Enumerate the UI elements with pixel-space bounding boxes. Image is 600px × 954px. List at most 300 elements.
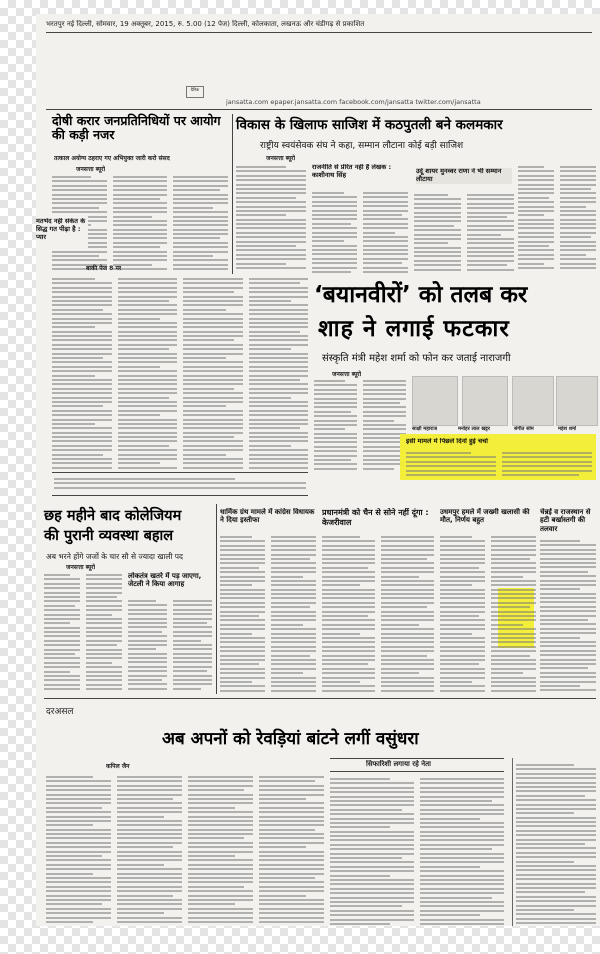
text-line — [220, 597, 265, 599]
text-line — [420, 835, 504, 837]
text-line — [518, 254, 554, 256]
name-tag-4: महेश शर्मा — [558, 426, 577, 432]
text-line — [420, 861, 504, 863]
text-line — [381, 633, 434, 635]
text-line — [330, 901, 414, 903]
text-line — [381, 597, 434, 599]
text-line — [236, 236, 306, 238]
text-line — [236, 192, 306, 194]
text-line — [183, 278, 243, 280]
text-line — [540, 575, 596, 577]
text-line — [86, 688, 122, 690]
text-line — [540, 663, 596, 665]
text-line — [516, 883, 596, 885]
text-line — [259, 789, 324, 791]
text-line — [259, 824, 324, 826]
text-line — [322, 659, 375, 661]
text-line — [518, 206, 554, 208]
text-line — [259, 899, 324, 901]
text-line — [86, 583, 122, 585]
text-line — [173, 246, 228, 248]
text-line — [52, 278, 95, 280]
text-line — [420, 787, 504, 789]
text-line — [560, 258, 596, 260]
text-line — [118, 278, 178, 280]
text-line — [173, 666, 212, 668]
text-line — [312, 267, 357, 269]
text-line — [314, 433, 357, 435]
text-line — [560, 219, 596, 221]
text-line — [52, 445, 112, 447]
text-line — [54, 482, 306, 484]
text-column — [54, 476, 306, 492]
text-column — [363, 190, 408, 274]
side-box: मतभेद नहीं संकेत के सिद्ध गत पीढ़ा है : प्यार — [36, 218, 86, 241]
text-line — [52, 449, 112, 451]
text-line — [440, 611, 485, 613]
text-line — [118, 445, 169, 447]
text-line — [363, 223, 408, 225]
text-line — [467, 220, 514, 222]
text-line — [312, 258, 357, 260]
text-line — [330, 848, 414, 850]
text-line — [188, 816, 253, 818]
text-line — [330, 796, 414, 798]
text-line — [363, 415, 406, 417]
text-line — [52, 189, 107, 191]
text-line — [540, 558, 596, 560]
text-line — [312, 201, 357, 203]
text-line — [516, 821, 596, 823]
text-line — [540, 676, 596, 678]
text-line — [249, 344, 309, 346]
text-line — [188, 886, 244, 888]
text-line — [259, 895, 306, 897]
text-line — [259, 868, 324, 870]
text-line — [516, 795, 585, 797]
text-line — [86, 649, 122, 651]
text-line — [183, 445, 243, 447]
continued-1: बाकी पेज 8 पर — [86, 265, 122, 272]
text-line — [560, 232, 596, 234]
text-line — [44, 671, 70, 673]
text-line — [322, 567, 368, 569]
text-line — [322, 576, 375, 578]
text-line — [312, 214, 357, 216]
text-line — [220, 584, 252, 586]
text-line — [363, 236, 408, 238]
text-line — [516, 896, 596, 898]
text-line — [502, 452, 592, 454]
text-line — [540, 632, 596, 634]
text-line — [414, 242, 448, 244]
text-line — [540, 628, 596, 630]
text-column — [467, 192, 514, 274]
text-line — [188, 877, 253, 879]
text-line — [491, 641, 536, 643]
text-line — [440, 571, 485, 573]
text-line — [86, 657, 122, 659]
text-line — [467, 242, 514, 244]
text-line — [117, 903, 182, 905]
text-line — [330, 791, 414, 793]
text-line — [312, 262, 357, 264]
text-line — [188, 824, 253, 826]
text-line — [117, 807, 182, 809]
text-line — [516, 799, 596, 801]
text-line — [516, 878, 596, 880]
text-line — [314, 446, 357, 448]
text-line — [420, 813, 504, 815]
text-line — [173, 255, 212, 257]
text-line — [113, 251, 168, 253]
text-line — [249, 462, 309, 464]
text-line — [86, 635, 122, 637]
text-line — [560, 227, 596, 229]
text-line — [560, 263, 596, 265]
text-line — [560, 214, 596, 216]
text-line — [518, 175, 554, 177]
text-line — [52, 423, 95, 425]
text-line — [516, 786, 596, 788]
headline-udaipur: उधमपुर हमले में जख्मी खलासी की मौत, निर्णय बहुत — [440, 508, 530, 525]
text-line — [46, 802, 111, 804]
text-line — [540, 540, 580, 542]
text-line — [173, 259, 228, 261]
text-line — [330, 822, 414, 824]
text-line — [52, 427, 112, 429]
text-line — [560, 201, 596, 203]
subhead-commission: तत्काल अयोग्य ठहराए गए अभियुक्त जारी करो संसद — [54, 155, 170, 162]
text-line — [173, 688, 201, 690]
text-line — [44, 635, 80, 637]
text-line — [44, 631, 80, 633]
text-line — [491, 646, 536, 648]
text-line — [220, 663, 259, 665]
text-line — [117, 868, 182, 870]
text-line — [271, 677, 316, 679]
text-line — [236, 170, 306, 172]
text-line — [46, 780, 111, 782]
text-column — [117, 774, 182, 926]
text-line — [118, 454, 178, 456]
text-line — [259, 820, 324, 822]
text-column — [183, 276, 243, 472]
text-line — [540, 584, 596, 586]
text-line — [540, 615, 596, 617]
text-line — [516, 852, 596, 854]
text-line — [467, 251, 514, 253]
text-line — [52, 366, 112, 368]
text-line — [86, 666, 122, 668]
text-line — [314, 455, 357, 457]
byline-commission: जनसत्ता ब्यूरो — [76, 166, 106, 173]
text-line — [312, 192, 344, 194]
text-line — [363, 428, 406, 430]
text-line — [113, 255, 168, 257]
text-line — [52, 361, 112, 363]
text-line — [363, 389, 406, 391]
text-line — [420, 818, 480, 820]
text-line — [183, 339, 234, 341]
text-line — [183, 344, 243, 346]
text-line — [118, 414, 161, 416]
text-line — [314, 424, 357, 426]
text-line — [440, 562, 485, 564]
text-line — [516, 830, 596, 832]
text-line — [440, 619, 485, 621]
text-line — [86, 578, 122, 580]
text-line — [236, 184, 306, 186]
text-line — [259, 829, 315, 831]
text-line — [249, 287, 309, 289]
text-line — [46, 851, 111, 853]
text-line — [236, 267, 306, 269]
text-line — [491, 584, 536, 586]
text-line — [440, 540, 485, 542]
text-line — [440, 554, 485, 556]
headline-pm: प्रधानमंत्री को चैन से सोने नहीं दूंगा : केजरीवाल — [322, 508, 429, 527]
text-line — [271, 628, 316, 630]
text-line — [128, 618, 167, 620]
text-line — [322, 580, 375, 582]
text-line — [118, 304, 178, 306]
text-line — [322, 668, 375, 670]
text-line — [516, 905, 596, 907]
text-line — [440, 681, 472, 683]
text-line — [113, 229, 168, 231]
text-line — [516, 764, 574, 766]
text-line — [467, 207, 514, 209]
text-line — [128, 653, 167, 655]
text-line — [314, 406, 357, 408]
text-line — [363, 245, 408, 247]
text-line — [491, 681, 536, 683]
text-line — [502, 474, 579, 476]
text-line — [249, 414, 309, 416]
text-line — [86, 631, 122, 633]
text-line — [52, 357, 103, 359]
text-line — [540, 623, 596, 625]
text-line — [381, 611, 434, 613]
text-line — [46, 864, 111, 866]
text-line — [118, 282, 178, 284]
subhead-sifarish: सिफारिशी लगाया रहे नेता — [366, 760, 431, 768]
text-line — [183, 370, 243, 372]
text-line — [271, 619, 316, 621]
text-line — [46, 873, 93, 875]
text-line — [220, 545, 265, 547]
text-line — [188, 895, 253, 897]
text-line — [249, 432, 309, 434]
text-line — [249, 401, 309, 403]
text-line — [312, 249, 357, 251]
text-line — [518, 210, 554, 212]
text-line — [440, 672, 485, 674]
text-line — [259, 903, 324, 905]
text-line — [414, 225, 454, 227]
text-line — [44, 662, 80, 664]
text-line — [118, 309, 178, 311]
text-line — [52, 353, 112, 355]
text-line — [440, 650, 485, 652]
text-line — [236, 263, 286, 265]
text-line — [312, 210, 357, 212]
text-line — [271, 536, 316, 538]
text-line — [113, 233, 168, 235]
text-column — [516, 762, 596, 926]
text-line — [249, 348, 292, 350]
text-line — [118, 392, 178, 394]
text-line — [518, 192, 554, 194]
text-line — [330, 857, 402, 859]
text-line — [363, 227, 408, 229]
text-line — [183, 383, 243, 385]
text-line — [516, 839, 596, 841]
text-line — [516, 777, 596, 779]
text-line — [491, 677, 536, 679]
text-line — [117, 789, 182, 791]
text-line — [381, 576, 419, 578]
text-line — [330, 870, 414, 872]
text-line — [491, 562, 536, 564]
text-line — [117, 912, 164, 914]
text-line — [491, 690, 536, 692]
text-line — [52, 322, 112, 324]
text-line — [44, 649, 80, 651]
text-line — [117, 837, 182, 839]
text-line — [518, 258, 554, 260]
text-line — [52, 432, 112, 434]
text-line — [118, 423, 178, 425]
text-line — [420, 919, 504, 921]
text-line — [414, 238, 461, 240]
text-line — [540, 544, 596, 546]
text-column — [322, 534, 375, 694]
text-line — [467, 247, 514, 249]
text-line — [183, 300, 243, 302]
text-line — [173, 679, 212, 681]
text-line — [440, 615, 479, 617]
text-line — [183, 282, 243, 284]
text-line — [183, 436, 234, 438]
urdu-note: उर्दू शायर मुनव्वर राणा ने भी सम्मान लौटाया — [416, 168, 512, 184]
text-line — [183, 467, 243, 469]
text-line — [381, 641, 434, 643]
text-line — [440, 624, 485, 626]
text-line — [52, 388, 112, 390]
text-line — [540, 619, 588, 621]
text-line — [560, 206, 586, 208]
text-line — [117, 794, 182, 796]
text-line — [220, 540, 265, 542]
text-line — [52, 198, 107, 200]
text-line — [271, 593, 316, 595]
text-line — [516, 782, 596, 784]
text-line — [113, 224, 168, 226]
text-line — [46, 846, 111, 848]
text-line — [236, 254, 306, 256]
text-line — [322, 615, 368, 617]
text-column — [440, 534, 485, 694]
text-line — [249, 440, 309, 442]
text-line — [249, 313, 309, 315]
text-line — [271, 571, 316, 573]
text-column — [330, 776, 414, 926]
text-line — [46, 837, 111, 839]
text-column — [406, 450, 496, 478]
text-line — [312, 271, 351, 273]
text-line — [259, 912, 324, 914]
text-line — [381, 650, 434, 652]
text-line — [381, 690, 434, 692]
text-line — [440, 580, 485, 582]
text-line — [173, 202, 228, 204]
text-line — [491, 558, 530, 560]
text-line — [118, 318, 161, 320]
text-line — [314, 389, 357, 391]
text-line — [183, 405, 226, 407]
text-line — [86, 587, 122, 589]
text-line — [86, 644, 117, 646]
text-line — [314, 393, 357, 395]
text-line — [118, 344, 178, 346]
text-line — [46, 807, 102, 809]
text-line — [322, 624, 375, 626]
text-line — [516, 825, 596, 827]
text-line — [220, 576, 265, 578]
text-line — [518, 188, 554, 190]
text-line — [113, 207, 168, 209]
text-line — [86, 596, 117, 598]
text-column — [236, 164, 306, 274]
text-line — [440, 668, 485, 670]
text-line — [363, 214, 402, 216]
headline-commission: दोषी करार जनप्रतिनिधियों पर आयोग की कड़ी नजर — [52, 113, 221, 143]
text-line — [330, 875, 390, 877]
text-line — [420, 809, 504, 811]
text-line — [220, 602, 265, 604]
politics-note: राजनीति से प्रेरित नहीं हैं लेखक : काशीनाथ सिंह — [312, 164, 392, 179]
text-line — [414, 247, 461, 249]
text-line — [117, 851, 182, 853]
text-line — [381, 646, 434, 648]
text-line — [220, 549, 265, 551]
text-line — [54, 487, 306, 489]
text-line — [117, 820, 182, 822]
text-line — [271, 558, 310, 560]
text-line — [516, 861, 574, 863]
text-line — [330, 778, 390, 780]
text-line — [516, 790, 596, 792]
text-line — [117, 908, 182, 910]
text-line — [188, 802, 253, 804]
text-line — [220, 562, 265, 564]
text-column — [249, 276, 309, 472]
text-line — [560, 179, 596, 181]
text-line — [220, 580, 265, 582]
text-line — [188, 864, 253, 866]
text-line — [188, 842, 253, 844]
text-line — [560, 188, 591, 190]
text-line — [183, 313, 243, 315]
text-line — [420, 831, 504, 833]
text-line — [322, 562, 375, 564]
text-line — [249, 300, 292, 302]
text-line — [86, 671, 122, 673]
text-line — [128, 626, 167, 628]
text-line — [220, 536, 252, 538]
